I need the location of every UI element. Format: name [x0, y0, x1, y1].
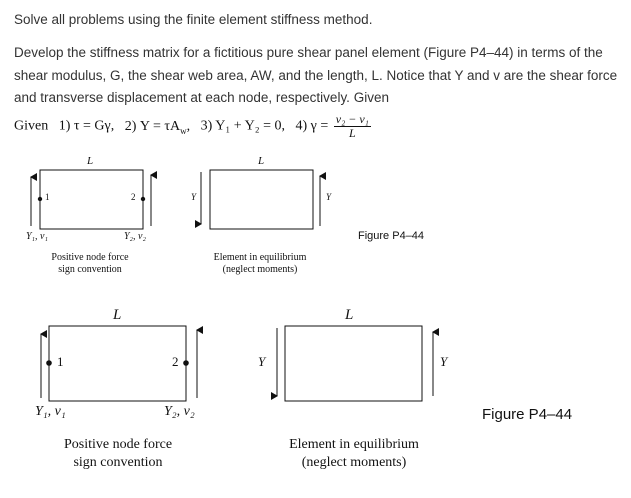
small-right-length-label: L	[258, 155, 265, 167]
equation-2: 2) $Y = \tau A_w$,	[124, 118, 191, 136]
small-node-1-label: 1	[45, 192, 50, 202]
small-right-y-right-label: Y	[326, 192, 332, 202]
small-figure-label: Figure P4–44	[358, 230, 425, 242]
large-node-1-dot	[46, 360, 52, 366]
equation-4-fraction: $\frac{\text{v₂ − v₁}}{L}$	[335, 112, 369, 140]
small-node-2-label: 2	[131, 192, 136, 202]
small-left-length-label: L	[87, 155, 94, 167]
small-panel-right-rect	[210, 170, 313, 229]
small-y1-v1-label: Y₁, v₁	[26, 231, 48, 242]
large-y1-v1-label: Y₁, v₁	[35, 404, 66, 419]
large-right-length-label: L	[345, 307, 354, 323]
small-right-y-left-label: Y	[191, 192, 197, 202]
large-right-caption: Element in equilibrium (neglect moments)	[289, 437, 419, 470]
small-left-caption: Positive node force sign convention	[51, 252, 129, 275]
large-node-1-label: 1	[57, 354, 64, 369]
large-right-y-left-label: Y	[258, 354, 266, 369]
large-panel-right-rect	[285, 326, 422, 401]
given-label: Given	[14, 118, 49, 134]
instruction-text: Solve all problems using the finite element stiffness method.	[14, 12, 373, 27]
large-node-2-label: 2	[172, 354, 179, 369]
small-node-1-dot	[38, 197, 42, 201]
large-node-2-dot	[183, 360, 189, 366]
large-right-y-right-label: Y	[440, 354, 448, 369]
small-panel-left-rect	[40, 170, 143, 229]
equation-4: 4) γ =	[295, 118, 329, 134]
small-y2-v2-label: Y₂, v₂	[124, 231, 146, 242]
equation-1: 1) τ = Gγ,	[58, 118, 115, 134]
large-y2-v2-label: Y₂, v₂	[164, 404, 195, 419]
large-panel-left-rect	[49, 326, 186, 401]
small-right-caption: Element in equilibrium (neglect moments)	[213, 252, 307, 275]
problem-text: Develop the stiffness matrix for a fictitious pure shear panel element (Figure P4–44) in terms of the shear modulus, G, the shear web area, AW, and the length, L. Notice that Y and v are the shear force and transverse displacement at each node, respectively. Given	[14, 45, 618, 105]
large-left-caption: Positive node force sign convention	[63, 437, 173, 470]
large-left-length-label: L	[113, 307, 122, 323]
large-figure-label: Figure P4–44	[482, 406, 573, 423]
equation-3: 3) Y₁ + Y₂ = 0,	[200, 118, 285, 134]
small-node-2-dot	[141, 197, 145, 201]
